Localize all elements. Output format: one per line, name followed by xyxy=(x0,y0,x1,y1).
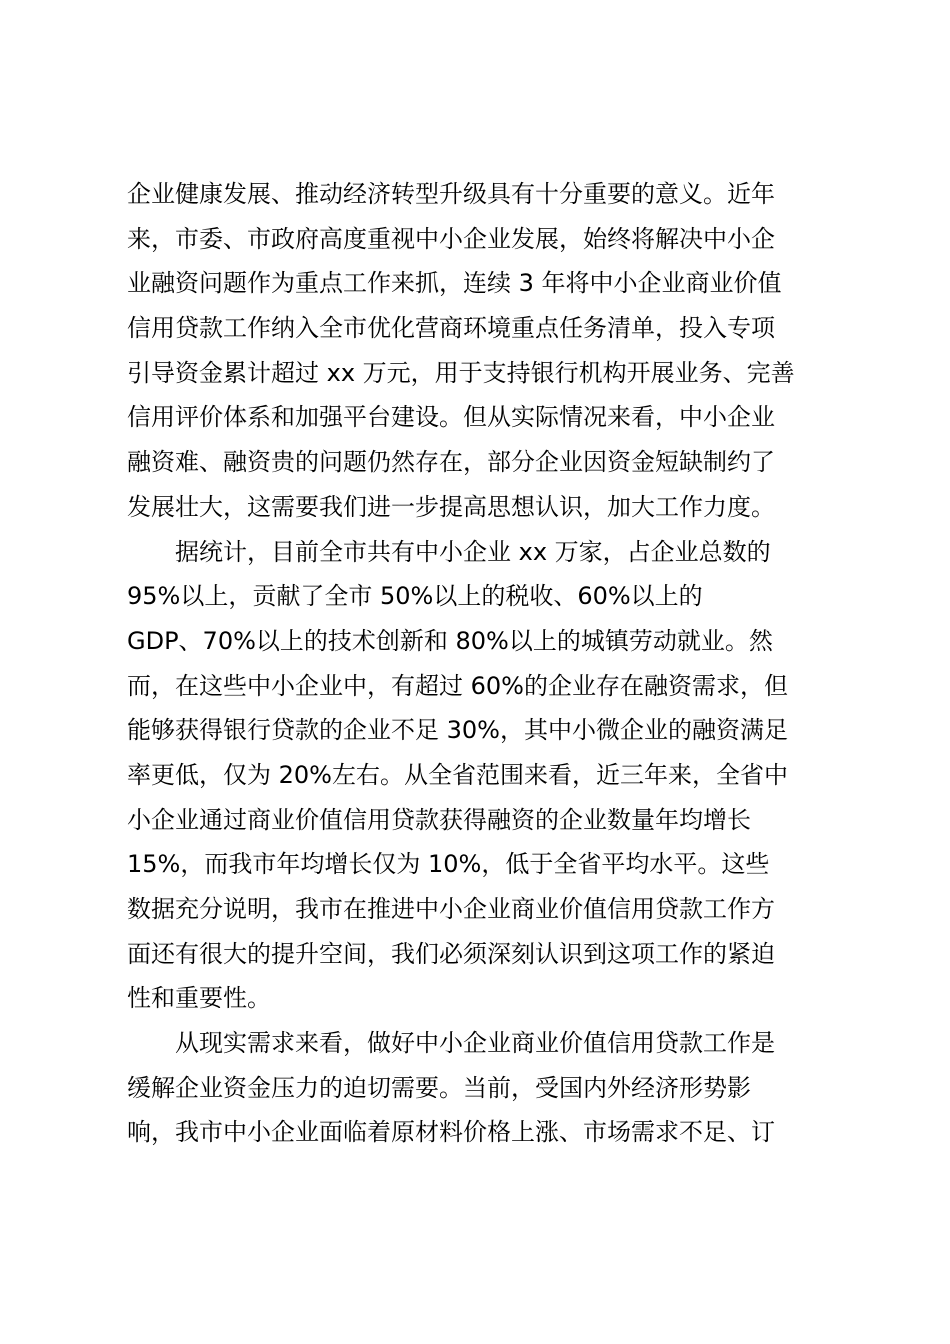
text-line: 响，我市中小企业面临着原材料价格上涨、市场需求不足、订 xyxy=(127,1118,775,1147)
text-line: 引导资金累计超过 xx 万元，用于支持银行机构开展业务、完善 xyxy=(127,358,795,387)
text-line: 小企业通过商业价值信用贷款获得融资的企业数量年均增长 xyxy=(127,805,751,834)
text-line: 能够获得银行贷款的企业不足 30%，其中小微企业的融资满足 xyxy=(127,716,788,745)
text-line: 数据充分说明，我市在推进中小企业商业价值信用贷款工作方 xyxy=(127,895,775,923)
text-line: 融资难、融资贵的问题仍然存在，部分企业因资金短缺制约了 xyxy=(127,448,775,477)
paragraph-first-line: 据统计，目前全市共有中小企业 xx 万家，占企业总数的 xyxy=(175,537,771,566)
text-line: 发展壮大，这需要我们进一步提高思想认识，加大工作力度。 xyxy=(127,492,775,521)
text-line: 信用贷款工作纳入全市优化营商环境重点任务清单，投入专项 xyxy=(127,314,775,343)
text-line: 企业健康发展、推动经济转型升级具有十分重要的意义。近年 xyxy=(127,180,775,208)
body-text xyxy=(127,172,847,1155)
text-line: 来，市委、市政府高度重视中小企业发展，始终将解决中小企 xyxy=(127,224,775,253)
text-line: 业融资问题作为重点工作来抓，连续 3 年将中小企业商业价值 xyxy=(127,269,782,298)
text-line: 而，在这些中小企业中，有超过 60%的企业存在融资需求，但 xyxy=(127,671,788,700)
text-line: 95%以上，贡献了全市 50%以上的税收、60%以上的 xyxy=(127,582,703,611)
text-line: GDP、70%以上的技术创新和 80%以上的城镇劳动就业。然 xyxy=(127,626,773,655)
text-line: 面还有很大的提升空间，我们必须深刻认识到这项工作的紧迫 xyxy=(127,939,775,968)
paragraph-first-line: 从现实需求来看，做好中小企业商业价值信用贷款工作是 xyxy=(175,1029,775,1058)
text-line: 率更低，仅为 20%左右。从全省范围来看，近三年来，全省中 xyxy=(127,760,788,789)
text-line: 性和重要性。 xyxy=(127,984,271,1013)
text-line: 缓解企业资金压力的迫切需要。当前，受国内外经济形势影 xyxy=(127,1073,751,1102)
text-line: 15%，而我市年均增长仅为 10%，低于全省平均水平。这些 xyxy=(127,850,770,879)
text-line: 信用评价体系和加强平台建设。但从实际情况来看，中小企业 xyxy=(127,403,775,432)
